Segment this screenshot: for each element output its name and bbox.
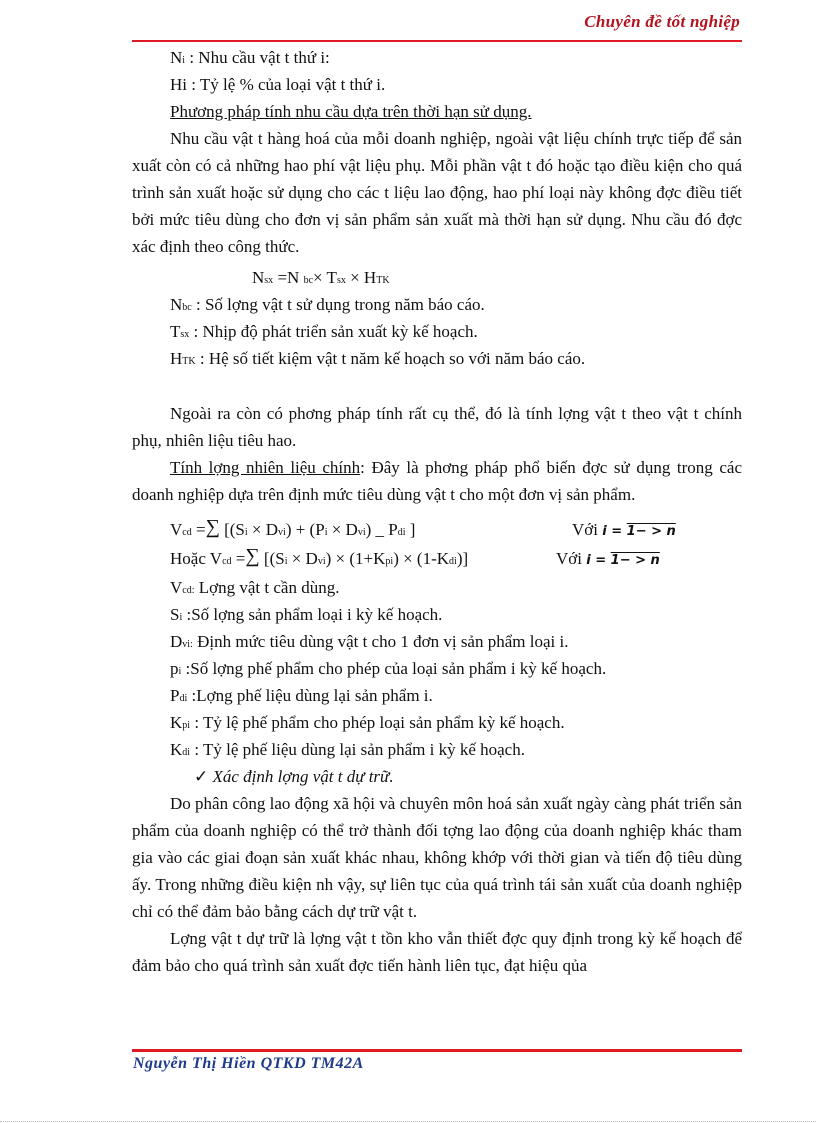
footer-rule — [132, 1049, 742, 1052]
sum-symbol: ∑ — [205, 516, 220, 538]
spacer — [132, 372, 742, 400]
range-label: Với i = 1− > n — [556, 549, 660, 568]
def-vcd: Vcd: Lợng vật t cần dùng. — [170, 578, 340, 597]
checkmark-icon: ✓ — [194, 767, 209, 786]
paragraph-2: Ngoài ra còn có phơng pháp tính rất cụ thể, đó là tính lợng vật t theo vật t chính phụ, nhiên liệu tiêu hao. — [132, 404, 742, 450]
footer-author: Nguyễn Thị Hiền QTKD TM42A — [133, 1055, 364, 1072]
def-htk: HTK : Hệ số tiết kiệm vật t năm kế hoạch so với năm báo cáo. — [170, 349, 586, 368]
page-edge — [0, 1121, 816, 1122]
header-title: Chuyên đề tốt nghiệp — [584, 12, 740, 31]
paragraph-4: Do phân công lao động xã hội và chuyên môn hoá sản xuất ngày càng phát triển sản phẩm của doanh nghiệp có thể trở thành đối tợng lao động của doanh nghiệp khác tham gia vào các giai đoạn sản xuất khác nhau, không khớp với thời gian và tiến độ tiêu dùng ấy. Trong những điều kiện nh vậy, sự liên tục của quá trình tái sản xuất của doanh nghiệp chỉ có thể đảm bảo bằng cách dự trữ vật t. — [132, 794, 742, 921]
def-dvi: Dvi: Định mức tiêu dùng vật t cho 1 đơn vị sản phẩm loại i. — [170, 632, 569, 651]
def-tsx: Tsx : Nhịp độ phát triển sản xuất kỳ kế hoạch. — [170, 322, 478, 341]
def-kdi: Kdi : Tỷ lệ phế liệu dùng lại sản phẩm i kỳ kế hoạch. — [170, 740, 525, 759]
def-nbc: Nbc : Số lợng vật t sử dụng trong năm báo cáo. — [170, 295, 485, 314]
range-label: Với i = 1− > n — [572, 520, 676, 539]
check-item: ✓ Xác định lợng vật t dự trữ. — [194, 767, 394, 786]
formula-nsx: Nsx =N bc× Tsx × HTK — [252, 268, 390, 287]
paragraph-5: Lợng vật t dự trữ là lợng vật t tồn kho vẫn thiết đợc quy định trong kỳ kế hoạch để đảm bảo cho quá trình sản xuất đợc tiến hành liên tục, đạt hiệu qủa — [132, 929, 742, 975]
sum-symbol: ∑ — [245, 545, 260, 567]
document-body — [132, 44, 742, 979]
equation-vcd-alt: Hoặc Vcd =∑ [(Si × Dvi) × (1+Kpi) × (1-Kdi)] Với i = 1− > n — [132, 545, 742, 574]
def-pi: pi :Số lợng phế phẩm cho phép của loại sản phẩm i kỳ kế hoạch. — [170, 659, 607, 678]
def-si: Si :Số lợng sản phẩm loại i kỳ kế hoạch. — [170, 605, 443, 624]
method-title: Phương pháp tính nhu cầu dựa trên thời hạn sử dụng. — [170, 102, 532, 121]
def-kpi: Kpi : Tỷ lệ phế phẩm cho phép loại sản phẩm kỳ kế hoạch. — [170, 713, 565, 732]
def-hi: Hi : Tỷ lệ % của loại vật t thứ i. — [170, 75, 386, 94]
paragraph-3: Tính lợng nhiên liệu chính: Đây là phơng pháp phổ biến đợc sử dụng trong các doanh nghiệp dựa trên định mức tiêu dùng vật t cho một đơn vị sản phẩm. — [132, 458, 742, 504]
def-ni: Ni : Nhu cầu vật t thứ i: — [170, 48, 330, 67]
header-rule — [132, 40, 742, 42]
paragraph-1: Nhu cầu vật t hàng hoá của mỗi doanh nghiệp, ngoài vật liệu chính trực tiếp để sản xuất còn có cả những hao phí vật liệu phụ. Mỗi phần vật t đó hoặc tạo điều kiện cho quá trình sản xuất hoặc sử dụng cho các t liệu lao động, hao phí loại này không đợc điều tiết bởi mức tiêu dùng cho đơn vị sản phẩm sản xuất mà thời hạn sử dụng. Nhu cầu đó đợc xác định theo công thức. — [132, 129, 742, 256]
def-pdi: Pdi :Lợng phế liệu dùng lại sản phẩm i. — [170, 686, 433, 705]
equation-vcd: Vcd =∑ [(Si × Dvi) + (Pi × Dvi) _ Pdi ] Với i = 1− > n — [132, 516, 742, 545]
